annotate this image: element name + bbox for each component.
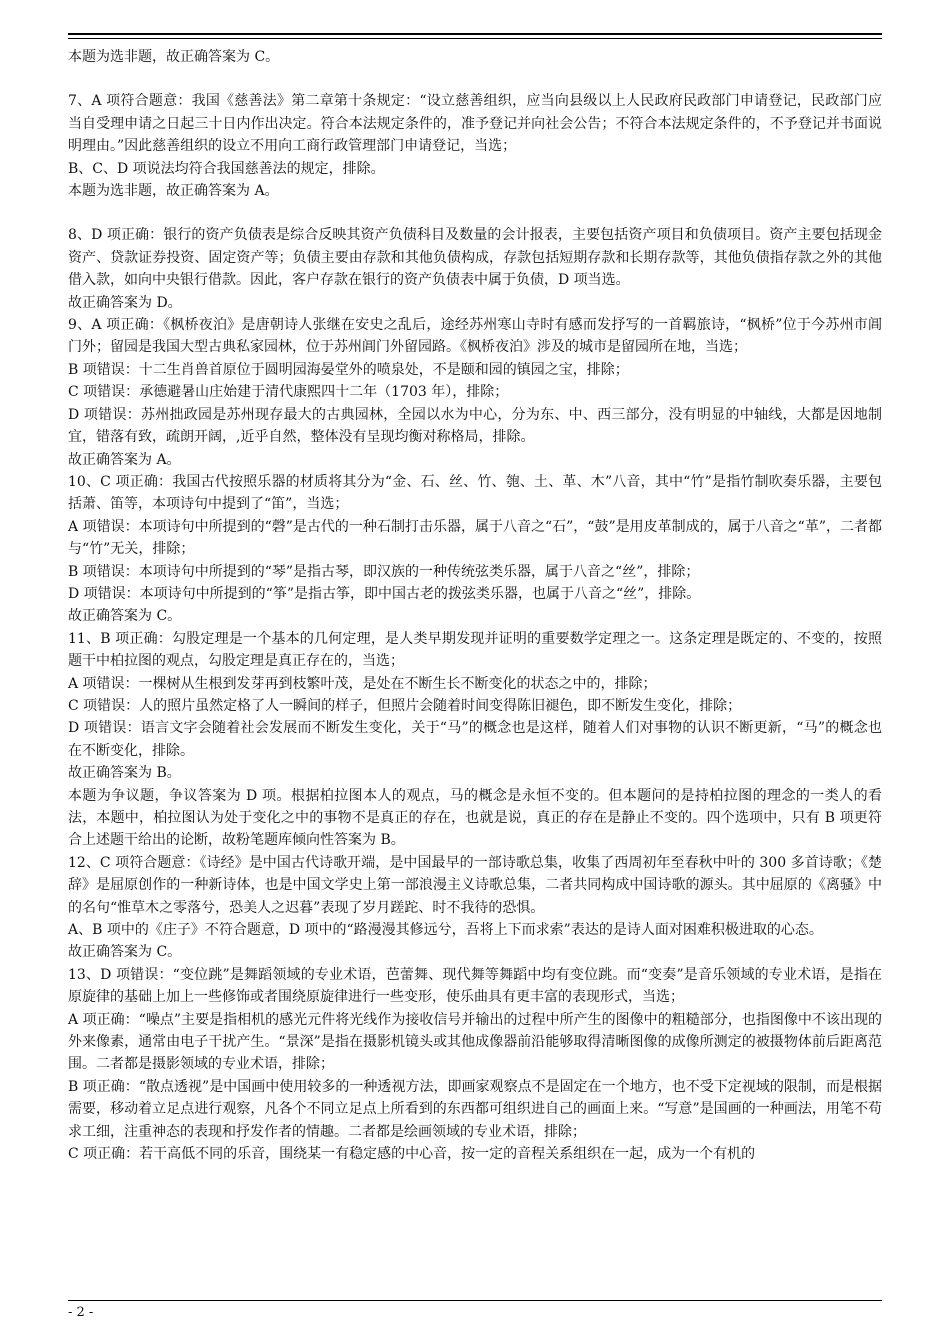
paragraph: A 项正确：“噪点”主要是指相机的感光元件将光线作为接收信号并输出的过程中所产生的图像中的粗糙部分，也指图像中不该出现的外来像素，通常由电子干扰产生。“景深”是指在摄影机镜头或其他成像器前沿能够取得清晰图像的成像所测定的被摄物体前后距离范围。二者都是摄影领域的专业术语，排除； — [68, 1011, 882, 1073]
paragraph: A 项错误：一棵树从生根到发芽再到枝繁叶茂，是处在不断生长不断变化的状态之中的，排除； — [68, 675, 657, 692]
paragraph: 本题为争议题，争议答案为 D 项。根据柏拉图本人的观点，马的概念是永恒不变的。但本题问的是持柏拉图的理念的一类人的看法，本题中，柏拉图认为处于变化之中的事物不是真正的存在，也就是说，真正的存在是静止不变的。四个选项中，只有 B 项更符合上述题干给出的论断，故粉笔题库倾向性答案为 B。 — [68, 787, 882, 849]
paragraph: D 项错误：本项诗句中所提到的“筝”是指古筝，即中国古老的拨弦类乐器，也属于八音之“丝”，排除。 — [68, 585, 701, 602]
page-number: - 2 - — [68, 1305, 94, 1320]
paragraph: 故正确答案为 D。 — [68, 294, 182, 311]
paragraph: B 项错误：本项诗句中所提到的“琴”是指古琴，即汉族的一种传统弦类乐器，属于八音之“丝”，排除； — [68, 563, 700, 580]
question-9-explanation: 9、A 项正确：《枫桥夜泊》是唐朝诗人张继在安史之乱后，途经苏州寒山寺时有感而发抒写的一首羁旅诗，“枫桥”位于今苏州市阊门外；留园是我国大型古典私家园林，位于苏州阊门外留园路。《枫桥夜泊》涉及的城市是留园所在地，当选； — [68, 317, 882, 356]
footer-rule — [68, 1300, 882, 1301]
paragraph: 故正确答案为 C。 — [68, 608, 182, 625]
question-11-explanation: 11、B 项正确：勾股定理是一个基本的几何定理，是人类早期发现并证明的重要数学定理之一。这条定理是既定的、不变的，按照题干中柏拉图的观点，勾股定理是真正存在的，当选； — [68, 630, 882, 670]
paragraph: 故正确答案为 B。 — [68, 765, 181, 782]
header-rule-thick — [68, 33, 882, 35]
question-13-explanation: 13、D 项错误：“变位跳”是舞蹈领域的专业术语，芭蕾舞、现代舞等舞蹈中均有变位跳。而“变奏”是音乐领域的专业术语，是指在原旋律的基础上加上一些修饰或者围绕原旋律进行一些变形，使乐曲具有更丰富的表现形式，当选； — [68, 966, 882, 1006]
paragraph: 故正确答案为 A。 — [68, 451, 181, 468]
paragraph: 本题为选非题，故正确答案为 A。 — [68, 183, 279, 200]
question-8-explanation: 8、D 项正确：银行的资产负债表是综合反映其资产负债科目及数量的会计报表，主要包括资产项目和负债项目。资产主要包括现金资产、贷款证券投资、固定资产等；负债主要由存款和其他负债构成，存款包括短期存款和长期存款等，其他负债指存款之外的其他借入款，如向中央银行借款。因此，客户存款在银行的资产负债表中属于负债，D 项当选。 — [68, 227, 882, 289]
paragraph: D 项错误：语言文字会随着社会发展而不断发生变化，关于“马”的概念也是这样，随着人们对事物的认识不断更新，“马”的概念也在不断变化，排除。 — [68, 720, 882, 759]
paragraph: C 项错误：人的照片虽然定格了人一瞬间的样子，但照片会随着时间变得陈旧褪色，即不断发生变化，排除； — [68, 697, 742, 714]
paragraph: 故正确答案为 C。 — [68, 944, 182, 961]
paragraph: 本题为选非题，故正确答案为 C。 — [68, 49, 280, 65]
paragraph: A 项错误：本项诗句中所提到的“磬”是古代的一种石制打击乐器，属于八音之“石”，“鼓”是用皮革制成的，属于八音之“革”，二者都与“竹”无关，排除； — [68, 518, 882, 558]
question-10-explanation: 10、C 项正确：我国古代按照乐器的材质将其分为“金、石、丝、竹、匏、土、革、木”八音，其中“竹”是指竹制吹奏乐器，主要包括萧、笛等，本项诗句中提到了“笛”，当选； — [68, 473, 882, 513]
paragraph: B、C、D 项说法均符合我国慈善法的规定，排除。 — [68, 160, 385, 177]
answer-explanations — [68, 46, 882, 1166]
paragraph: C 项正确：若干高低不同的乐音，围绕某一有稳定感的中心音，按一定的音程关系组织在一起，成为一个有机的 — [68, 1146, 756, 1163]
paragraph: B 项错误：十二生肖兽首原位于圆明园海晏堂外的喷泉处，不是颐和园的镇园之宝，排除； — [68, 361, 629, 378]
paragraph: B 项正确：“散点透视”是中国画中使用较多的一种透视方法，即画家观察点不是固定在一个地方，也不受下定视域的限制，而是根据需要，移动着立足点进行观察，凡各个不同立足点上所看到的东西都可组织进自己的画面上来。“写意”是国画的一种画法，用笔不苟求工细，注重神态的表现和抒发作者的情趣。二者都是绘画领域的专业术语，排除； — [68, 1078, 882, 1140]
question-7-explanation: 7、A 项符合题意：我国《慈善法》第二章第十条规定：“设立慈善组织，应当向县级以上人民政府民政部门申请登记，民政部门应当自受理申请之日起三十日内作出决定。符合本法规定条件的，准予登记并向社会公告；不符合本法规定条件的，不予登记并书面说明理由。”因此慈善组织的设立不用向工商行政管理部门申请登记，当选； — [68, 93, 882, 155]
paragraph: C 项错误：承德避暑山庄始建于清代康熙四十二年（1703 年），排除； — [68, 384, 509, 401]
paragraph: A、B 项中的《庄子》不符合题意，D 项中的“路漫漫其修远兮，吾将上下而求索”表达的是诗人面对困难积极进取的心态。 — [68, 922, 823, 939]
header-rule-thin — [68, 38, 882, 39]
paragraph: D 项错误：苏州拙政园是苏州现存最大的古典园林，全园以水为中心，分为东、中、西三部分，没有明显的中轴线，大都是因地制宜，错落有致，疏朗开阔，,近乎自然，整体没有呈现均衡对称格局，排除。 — [68, 406, 882, 446]
question-12-explanation: 12、C 项符合题意：《诗经》是中国古代诗歌开端，是中国最早的一部诗歌总集，收集了西周初年至春秋中叶的 300 多首诗歌；《楚辞》是屈原创作的一种新诗体，也是中国文学史上第一部浪漫主义诗歌总集，二者共同构成中国诗歌的源头。其中屈原的《离骚》中的名句“惟草木之零落兮，恐美人之迟暮”表现了岁月蹉跎、时不我待的恐惧。 — [68, 854, 882, 916]
